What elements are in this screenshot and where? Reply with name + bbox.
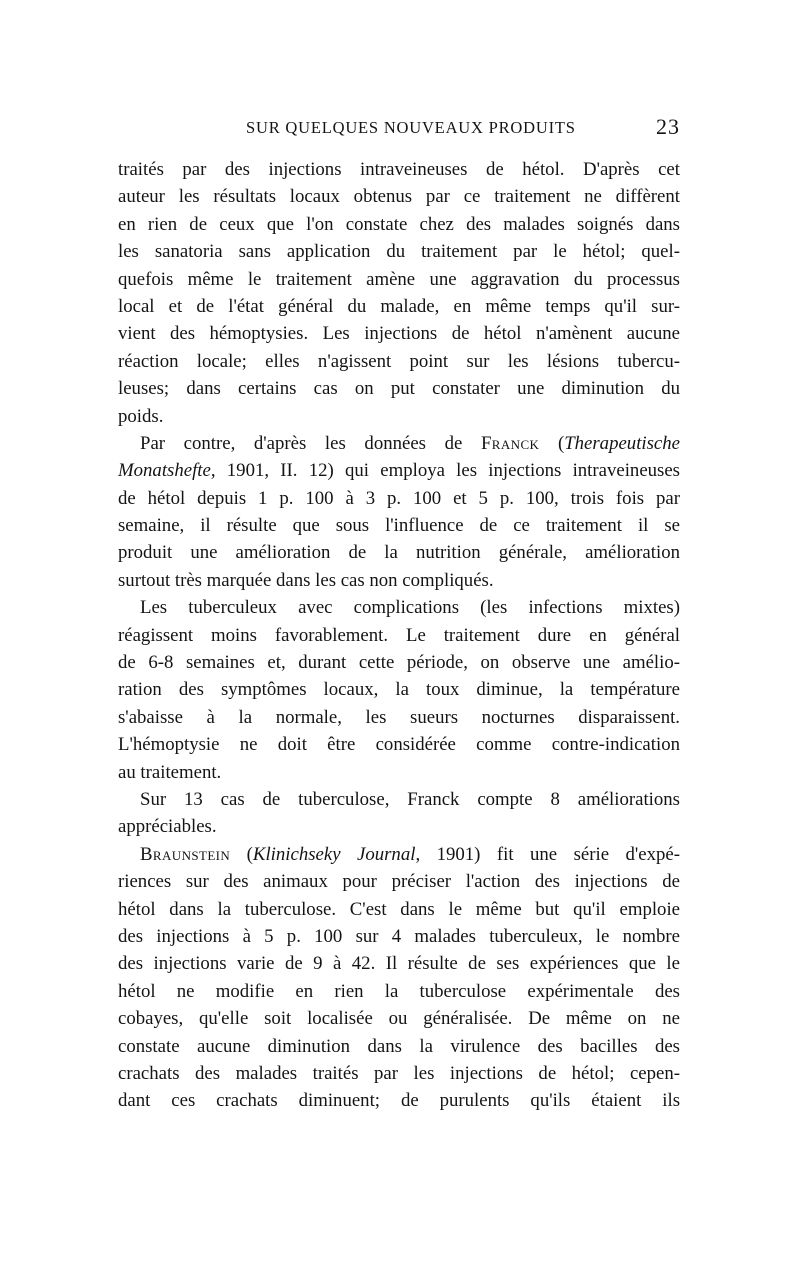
text-line: réagissent moins favorablement. Le traitement dure en général: [118, 624, 680, 646]
text-line: des injections varie de 9 à 42. Il résulte de ses expériences que le: [118, 953, 680, 975]
text-line: leuses; dans certains cas on put constater une diminution du: [118, 378, 680, 400]
text-line: les sanatoria sans application du traitement par le hétol; quel-: [118, 241, 680, 263]
text-line: riences sur des animaux pour préciser l'action des injections de: [118, 871, 680, 893]
text-line: de 6-8 semaines et, durant cette période, on observe une amélio-: [118, 652, 680, 674]
text-line: des injections à 5 p. 100 sur 4 malades tuberculeux, le nombre: [118, 925, 680, 947]
text-line: traités par des injections intraveineuses de hétol. D'après cet: [118, 159, 680, 180]
text-line: Sur 13 cas de tuberculose, Franck compte 8 améliorations: [140, 788, 680, 810]
text-line: s'abaisse à la normale, les sueurs nocturnes disparaissent.: [118, 706, 680, 728]
journal-title: Therapeutische: [564, 432, 680, 454]
text-line: [118, 841, 680, 868]
text-line: vient des hémoptysies. Les injections de hétol n'amènent aucune: [118, 323, 680, 345]
text-fragment: (: [539, 432, 565, 454]
text-line: hétol dans la tuberculose. C'est dans le même but qu'il emploie: [118, 898, 680, 920]
text-line: auteur les résultats locaux obtenus par ce traitement ne diffèrent: [118, 186, 680, 208]
text-line: produit une amélioration de la nutrition générale, amélioration: [118, 542, 680, 564]
text-line: au traitement.: [118, 761, 222, 783]
text-line: local et de l'état général du malade, en même temps qu'il sur-: [118, 295, 680, 317]
text-line: appréciables.: [118, 816, 217, 838]
text-line: constate aucune diminution dans la virulence des bacilles des: [118, 1035, 680, 1057]
text-fragment: , 1901, II. 12) qui employa les injections intraveineuses: [210, 460, 680, 482]
author-name: Franck: [480, 432, 540, 454]
journal-title: Monatshefte: [118, 460, 211, 482]
journal-title: Klinichseky Journal: [252, 843, 416, 865]
text-line: dant ces crachats diminuent; de purulents qu'ils étaient ils: [118, 1090, 680, 1112]
text-line: semaine, il résulte que sous l'influence de ce traitement il se: [118, 515, 680, 537]
text-line: réaction locale; elles n'agissent point sur les lésions tubercu-: [118, 350, 680, 372]
text-line: L'hémoptysie ne doit être considérée comme contre-indication: [118, 734, 680, 756]
text-fragment: Par contre, d'après les données de: [140, 432, 481, 454]
text-line: en rien de ceux que l'on constate chez des malades soignés dans: [118, 213, 680, 235]
text-line: [118, 457, 680, 484]
text-line: hétol ne modifie en rien la tuberculose expérimentale des: [118, 980, 680, 1002]
page-number: 23: [656, 114, 680, 139]
text-line: crachats des malades traités par les injections de hétol; cepen-: [118, 1062, 680, 1084]
text-fragment: (: [230, 843, 253, 865]
text-line: Les tuberculeux avec complications (les infections mixtes): [140, 597, 680, 619]
text-line: poids.: [118, 405, 164, 427]
text-fragment: , 1901) fit une série d'expé-: [415, 843, 680, 865]
text-line: quefois même le traitement amène une aggravation du processus: [118, 268, 680, 290]
author-name: Braunstein: [140, 843, 231, 865]
running-head: [118, 114, 680, 142]
body-text: [118, 156, 680, 1115]
text-line: ration des symptômes locaux, la toux diminue, la température: [118, 679, 680, 701]
text-line: de hétol depuis 1 p. 100 à 3 p. 100 et 5 p. 100, trois fois par: [118, 487, 680, 509]
text-line: cobayes, qu'elle soit localisée ou généralisée. De même on ne: [118, 1008, 680, 1030]
running-title: SUR QUELQUES NOUVEAUX PRODUITS: [246, 118, 576, 137]
text-line: surtout très marquée dans les cas non compliqués.: [118, 569, 494, 591]
text-line: [118, 430, 680, 457]
